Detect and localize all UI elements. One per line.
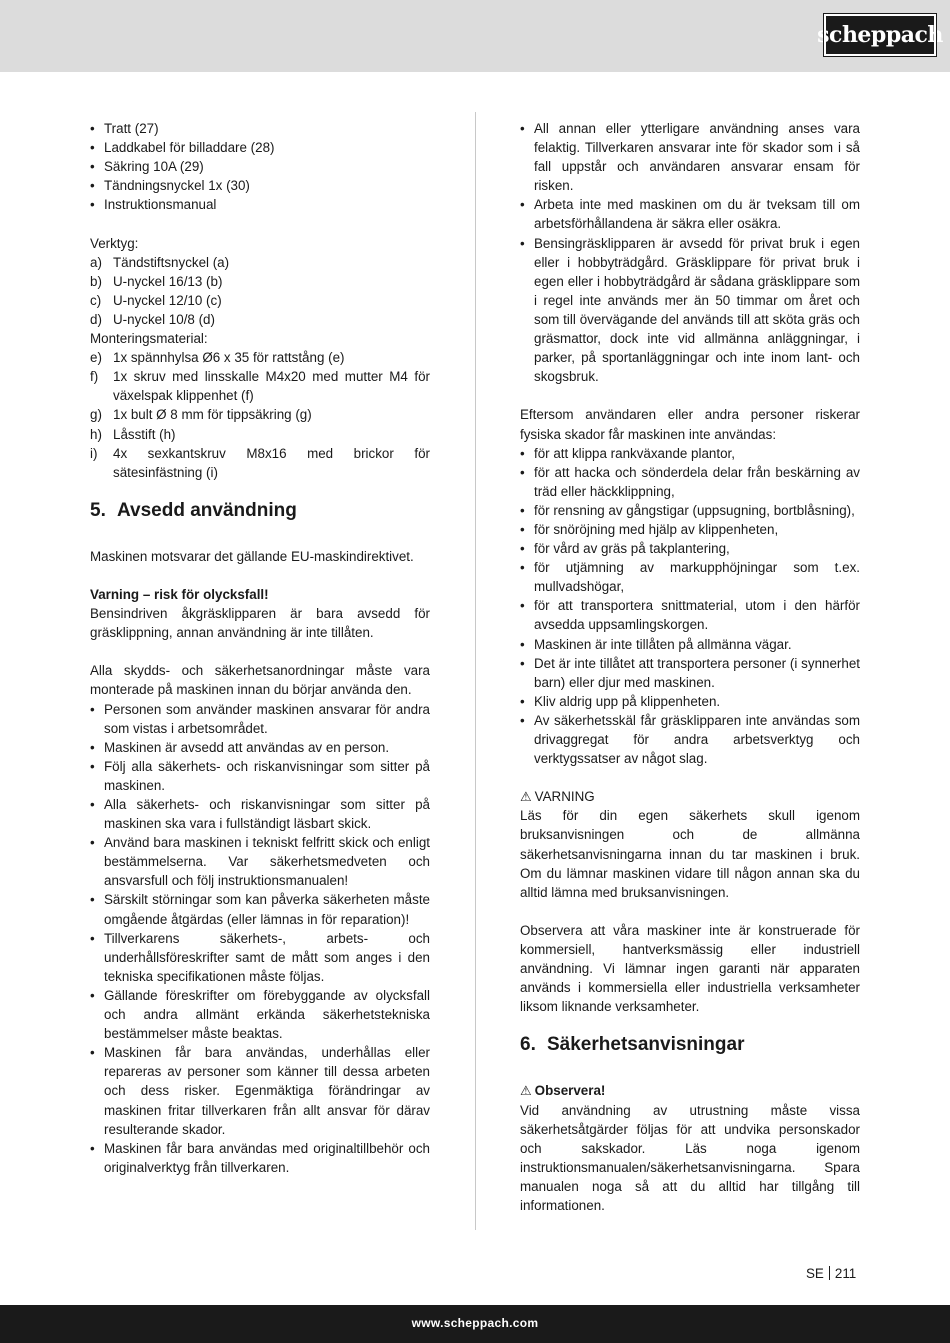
list-item: • Bensingräsklipparen är avsedd för privat bruk i egen eller i hobbyträdgård. Gräsklippare för privat bruk i egen eller i hobbyträdgård är sådana gräsklippare som i regel inte används mer än 50 timmar om året och som till övervägande del används till att sköta gräs och gräsmattor, dock inte vid allmänna anläggningar, i parker, på sportanläggningar och inte inom lant- och skogsbruk. — [520, 235, 860, 385]
commercial-text: Observera att våra maskiner inte är konstruerade för kommersiell, hantverksmässig eller industriell användning. Vi lämnar ingen garanti när apparaten används i kommersiella eller industriella verksamheter liksom liknande verksamheter. — [520, 922, 860, 1015]
list-item: • för att klippa rankväxande plantor, — [520, 445, 735, 461]
mounting-item: h) Låsstift (h) — [90, 426, 176, 442]
mounting-item: f) 1x skruv med linsskalle M4x20 med mutter M4 för växelspak klippenhet (f) — [90, 369, 430, 404]
items-list — [90, 119, 430, 214]
list-item: • Arbeta inte med maskinen om du är tveksam till om arbetsförhållandena är säkra eller osäkra. — [520, 197, 860, 232]
mounting-item: i) 4x sexkantskruv M8x16 med brickor för sätesinfästning (i) — [90, 445, 430, 480]
list-item: • Alla säkerhets- och riskanvisningar som sitter på maskinen ska vara i fullständigt läsbart skick. — [90, 797, 430, 832]
column-divider — [475, 112, 476, 1230]
tool-item: c) U-nyckel 12/10 (c) — [90, 292, 222, 308]
observera-title: ⚠ Observera! — [520, 1083, 606, 1099]
mounting-item: e) 1x spännhylsa Ø6 x 35 för rattstång (e) — [90, 350, 345, 366]
observera-text: Vid användning av utrustning måste vissa säkerhetsåtgärder följas för att undvika personskador och sakskador. Läs noga igenom instruktionsmanualen/säkerhetsanvisningarna. Spara manualen noga så att du alltid har tillgång till informationen. — [520, 1102, 860, 1213]
list-item: • Använd bara maskinen i tekniskt felfritt skick och enligt bestämmelserna. Var säkerhetsmedveten och ansvarsfull och följ instruktionsmanualen! — [90, 835, 430, 889]
warning-text: Bensindriven åkgräsklipparen är bara avsedd för gräsklippning, annan användning är inte tillåten. — [90, 606, 430, 641]
page-number-value: 211 — [834, 1266, 857, 1281]
tool-item: d) U-nyckel 10/8 (d) — [90, 311, 215, 327]
list-item: • Säkring 10A (29) — [90, 159, 204, 175]
page-footer — [0, 1305, 950, 1343]
section-heading-5: 5. Avsedd användning — [90, 499, 297, 521]
prohibited-list — [520, 444, 860, 769]
varning-text: Läs för din egen säkerhets skull igenom bruksanvisningen och de allmänna säkerhetsanvisningarna innan du tar maskinen i bruk. Om du lämnar maskinen vidare till någon annan ska du alltid lämna med bruksanvisningen. — [520, 808, 860, 900]
tool-item: b) U-nyckel 16/13 (b) — [90, 273, 223, 289]
mounting-title: Monteringsmaterial: — [90, 331, 208, 347]
list-item: • Tratt (27) — [90, 121, 159, 136]
list-item: • för utjämning av markupphöjningar som t.ex. mullvadshögar, — [520, 560, 860, 595]
list-item: • Det är inte tillåtet att transportera personer (i synnerhet barn) eller djur med maskinen. — [520, 655, 860, 690]
page-header — [0, 0, 950, 72]
language-code: SE — [806, 1266, 824, 1281]
list-item: • Kliv aldrig upp på klippenheten. — [520, 693, 721, 709]
usage-list — [520, 119, 860, 386]
list-item: • för att hacka och sönderdela delar från beskärning av träd eller häckklippning, — [520, 464, 860, 499]
warning-triangle-icon: ⚠ — [520, 789, 532, 805]
mounting-item: g) 1x bult Ø 8 mm för tippsäkring (g) — [90, 407, 312, 423]
section-heading-6: 6. Säkerhetsanvisningar — [520, 1034, 745, 1056]
list-item: • Tändningsnyckel 1x (30) — [90, 178, 250, 194]
list-item: • Följ alla säkerhets- och riskanvisningar som sitter på maskinen. — [90, 758, 430, 793]
scheppach-logo: scheppach — [824, 14, 936, 56]
safety-list — [90, 700, 430, 1177]
list-item: • Maskinen får bara användas, underhållas eller repareras av personer som känner till dessa arbeten och dess risker. Egenmäktiga förändringar av maskinen fritar tillverkaren från allt ansvar för därav resulterande skador. — [90, 1045, 430, 1137]
varning-title: ⚠ VARNING — [520, 789, 595, 805]
list-item: • Maskinen är inte tillåten på allmänna vägar. — [520, 636, 792, 652]
list-item: • Maskinen är avsedd att användas av en person. — [90, 739, 390, 755]
list-item: • Tillverkarens säkerhets-, arbets- och underhållsföreskrifter samt de mått som anges i den tekniska specifikationen måste följas. — [90, 930, 430, 984]
tools-title: Verktyg: — [90, 235, 139, 251]
list-item: • Instruktionsmanual — [90, 197, 217, 213]
tool-item: a) Tändstiftsnyckel (a) — [90, 254, 230, 270]
list-item: • för snöröjning med hjälp av klippenheten, — [520, 521, 779, 537]
warning-triangle-icon: ⚠ — [520, 1083, 532, 1099]
website-url: www.scheppach.com — [411, 1316, 539, 1330]
list-item: • för rensning av gångstigar (uppsugning, bortblåsning), — [520, 502, 855, 518]
list-item: • för vård av gräs på takplantering, — [520, 541, 730, 557]
list-item: • Laddkabel för billaddare (28) — [90, 140, 275, 156]
safety-intro: Alla skydds- och säkerhetsanordningar måste vara monterade på maskinen innan du börjar använda den. — [90, 663, 430, 698]
right-column — [520, 119, 860, 1215]
list-item: • Maskinen får bara användas med originaltillbehör och originalverktyg från tillverkaren. — [90, 1140, 430, 1175]
left-column — [90, 119, 430, 1177]
page-number — [806, 1265, 856, 1283]
list-item: • för att transportera snittmaterial, utom i den härför avsedda uppsamlingskorgen. — [520, 598, 860, 633]
list-item: • Gällande föreskrifter om förebyggande av olycksfall och andra allmänt erkända säkerhetstekniska bestämmelser måste beaktas. — [90, 987, 430, 1042]
intro-paragraph: Maskinen motsvarar det gällande EU-maskindirektivet. — [90, 548, 414, 564]
list-item: • Särskilt störningar som kan påverka säkerheten måste omgående åtgärdas (eller lämnas in för reparation)! — [90, 892, 430, 927]
list-item: • Personen som använder maskinen ansvarar för andra som vistas i arbetsområdet. — [90, 701, 430, 736]
warning-title: Varning – risk för olycksfall! — [90, 586, 269, 602]
list-item: • Av säkerhetsskäl får gräsklipparen inte användas som drivaggregat för andra arbetsverktyg och verktygssatser av något slag. — [520, 712, 860, 767]
list-item: • All annan eller ytterligare användning anses vara felaktig. Tillverkaren ansvarar inte för skador som i så fall uppstår och användaren ansvarar ensam för risken. — [520, 121, 860, 194]
prohibited-intro: Eftersom användaren eller andra personer riskerar fysiska skador får maskinen inte användas: — [520, 407, 860, 442]
